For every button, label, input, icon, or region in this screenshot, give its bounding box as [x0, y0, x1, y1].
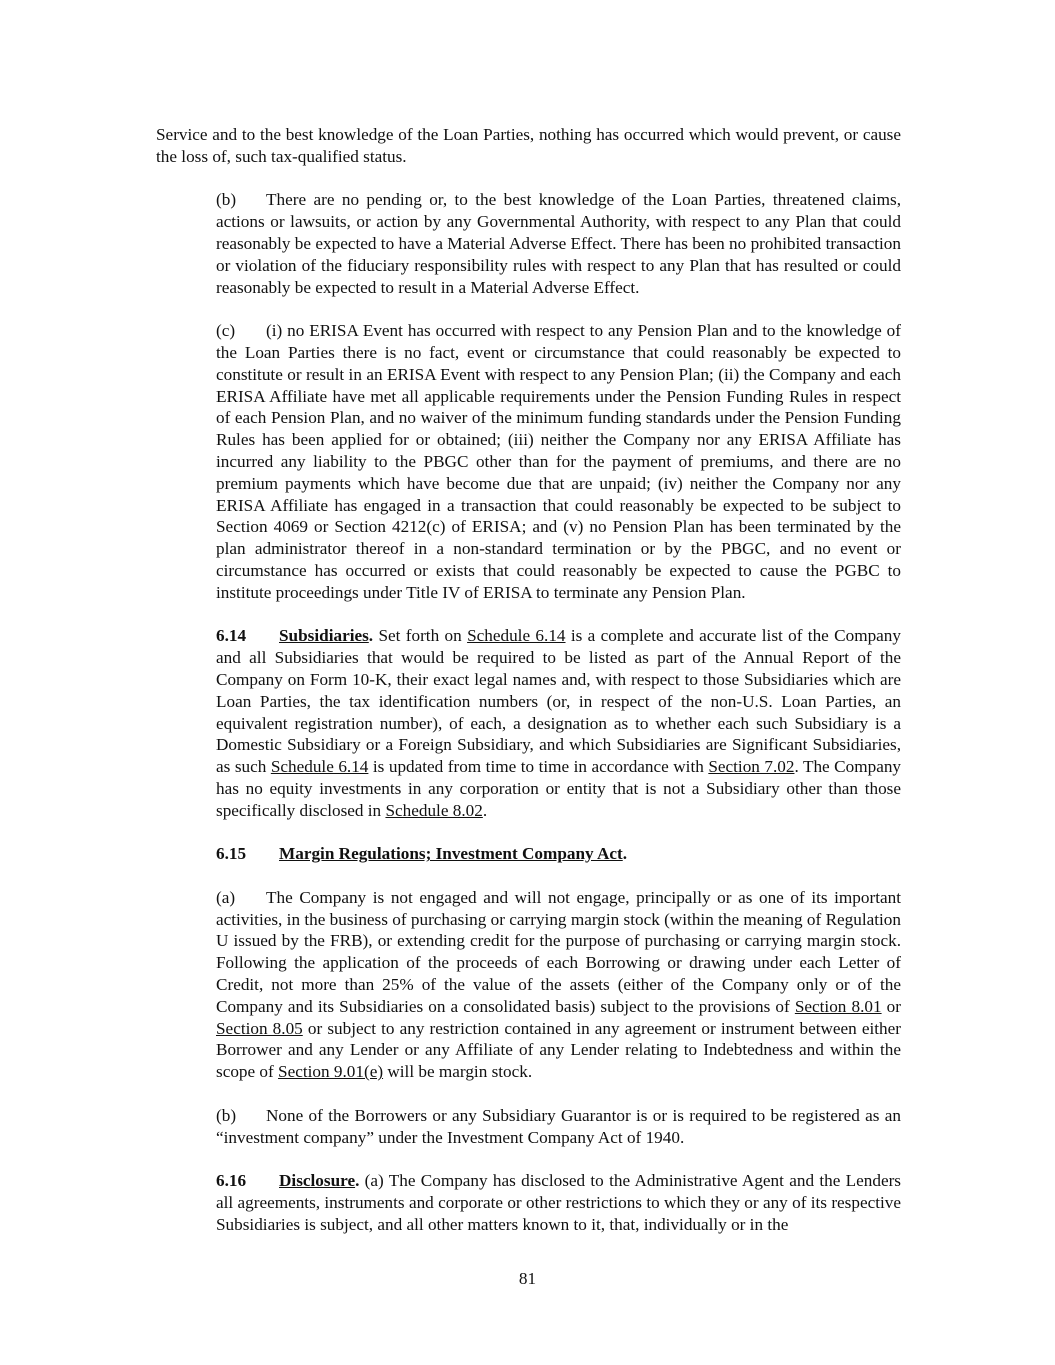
section-6-15-a-text-2: or — [881, 996, 901, 1016]
paragraph-b — [156, 189, 901, 298]
page-number: 81 — [518, 1269, 537, 1288]
paragraph-c-mark: (c) — [216, 321, 236, 341]
section-6-15-a — [156, 887, 901, 1083]
section-6-15-heading-punct: . — [622, 844, 628, 864]
paragraph-c — [156, 320, 901, 603]
section-6-16-heading: Disclosure — [279, 1171, 356, 1191]
section-9-01e-ref: Section 9.01(e) — [278, 1062, 384, 1082]
section-6-15-a-text-1: The Company is not engaged and will not engage, principally or as one of its important activities, in the business of purchasing or carrying margin stock (within the meaning of Regulation U issued by the FRB), or extending credit for the purpose of purchasing or carrying margin stock. Following the application of the proceeds of each Borrowing or drawing under each Letter of Credit, not more than 25% of the value of the assets (either of the Company only or of the Company and its Subsidiaries on a consolidated basis) subject to the provisions of — [216, 887, 901, 1016]
section-6-15-b — [156, 1105, 901, 1149]
paragraph-b-mark: (b) — [216, 190, 237, 210]
paragraph-b-text: There are no pending or, to the best knowledge of the Loan Parties, threatened claims, actions or lawsuits, or action by any Governmental Authority, with respect to any Plan that could reasonably be expected to have a Material Adverse Effect. There has been no prohibited transaction or violation of the fiduciary responsibility rules with respect to any Plan that has resulted or could reasonably be expected to result in a Material Adverse Effect. — [216, 190, 901, 297]
section-6-14-heading: Subsidiaries — [279, 626, 369, 646]
section-6-15-a-text-4: will be margin stock. — [383, 1062, 533, 1082]
section-6-16-heading-punct: . — [355, 1171, 360, 1191]
section-6-14-text-1: Set forth on — [373, 626, 468, 646]
document-page — [156, 124, 901, 1236]
section-6-16-number: 6.16 — [216, 1171, 247, 1191]
section-6-15-number: 6.15 — [216, 844, 247, 864]
section-6-14-text-5: . — [482, 800, 488, 820]
section-6-16-text: (a) The Company has disclosed to the Administrative Agent and the Lenders all agreements, instruments and corporate or other restrictions to which they or any of its respective Subsidiaries is subject, and all other matters known to it, that, individually or in the — [216, 1171, 901, 1234]
section-6-15-b-text: None of the Borrowers or any Subsidiary Guarantor is or is required to be registered as an “investment company” under the Investment Company Act of 1940. — [216, 1105, 901, 1147]
paragraph-c-text: (i) no ERISA Event has occurred with respect to any Pension Plan and to the knowledge of the Loan Parties there is no fact, event or circumstance that could reasonably be expected to constitute or result in an ERISA Event with respect to any Pension Plan; (ii) the Company and each ERISA Affiliate have met all applicable requirements under the Pension Funding Rules in respect of each Pension Plan, and no waiver of the minimum funding standards under the Pension Funding Rules has been applied for or obtained; (iii) neither the Company nor any ERISA Affiliate has incurred any liability to the PBGC other than for the payment of premiums, and there are no premium payments which have become due that are unpaid; (iv) neither the Company nor any ERISA Affiliate has engaged in a transaction that could reasonably be expected to be subject to Section 4069 or Section 4212(c) of ERISA; and (v) no Pension Plan has been terminated by the plan administrator thereof in a non-standard termination or by the PBGC, and no event or circumstance has occurred or exists that could reasonably be expected to cause the PGBC to institute proceedings under Title IV of ERISA to terminate any Pension Plan. — [216, 321, 901, 602]
schedule-8-02-ref: Schedule 8.02 — [385, 800, 483, 820]
section-6-15-b-mark: (b) — [216, 1105, 237, 1125]
section-8-05-ref: Section 8.05 — [216, 1018, 303, 1038]
section-6-14-text-4: . The Company has no equity investments in any corporation or entity that is not a Subsidiary other than those specifically disclosed in — [216, 757, 902, 820]
section-6-14-text-2: is a complete and accurate list of the Company and all Subsidiaries that would be required to be listed as part of the Annual Report of the Company on Form 10-K, their exact legal names and, with respect to those Subsidiaries which are Loan Parties, the tax identification numbers (or, in respect of the non-U.S. Loan Parties, an equivalent registration number), of each, a designation as to whether each such Subsidiary is a Domestic Subsidiary or a Foreign Subsidiary, and which Subsidiaries are Significant Subsidiaries, as such — [216, 626, 901, 777]
section-7-02-ref: Section 7.02 — [708, 757, 795, 777]
section-8-01-ref: Section 8.01 — [794, 996, 882, 1016]
section-6-16 — [156, 1170, 901, 1235]
section-6-14 — [156, 625, 901, 821]
section-6-15-heading: Margin Regulations; Investment Company Act — [279, 844, 623, 864]
section-6-14-heading-punct: . — [368, 626, 374, 646]
continuation-paragraph: Service and to the best knowledge of the Loan Parties, nothing has occurred which would prevent, or cause the loss of, such tax-qualified status. — [156, 125, 901, 166]
section-6-15-title — [156, 843, 901, 865]
section-6-15-a-mark: (a) — [216, 887, 236, 907]
schedule-6-14-ref-2: Schedule 6.14 — [270, 757, 369, 777]
schedule-6-14-ref: Schedule 6.14 — [467, 626, 566, 646]
section-6-14-text-3: is updated from time to time in accordance with — [368, 757, 709, 777]
section-6-14-number: 6.14 — [216, 626, 247, 646]
section-6-15-a-text-3: or subject to any restriction contained in any agreement or instrument between either Borrower and any Lender or any Affiliate of any Lender relating to Indebtedness and within the scope of — [216, 1018, 902, 1082]
